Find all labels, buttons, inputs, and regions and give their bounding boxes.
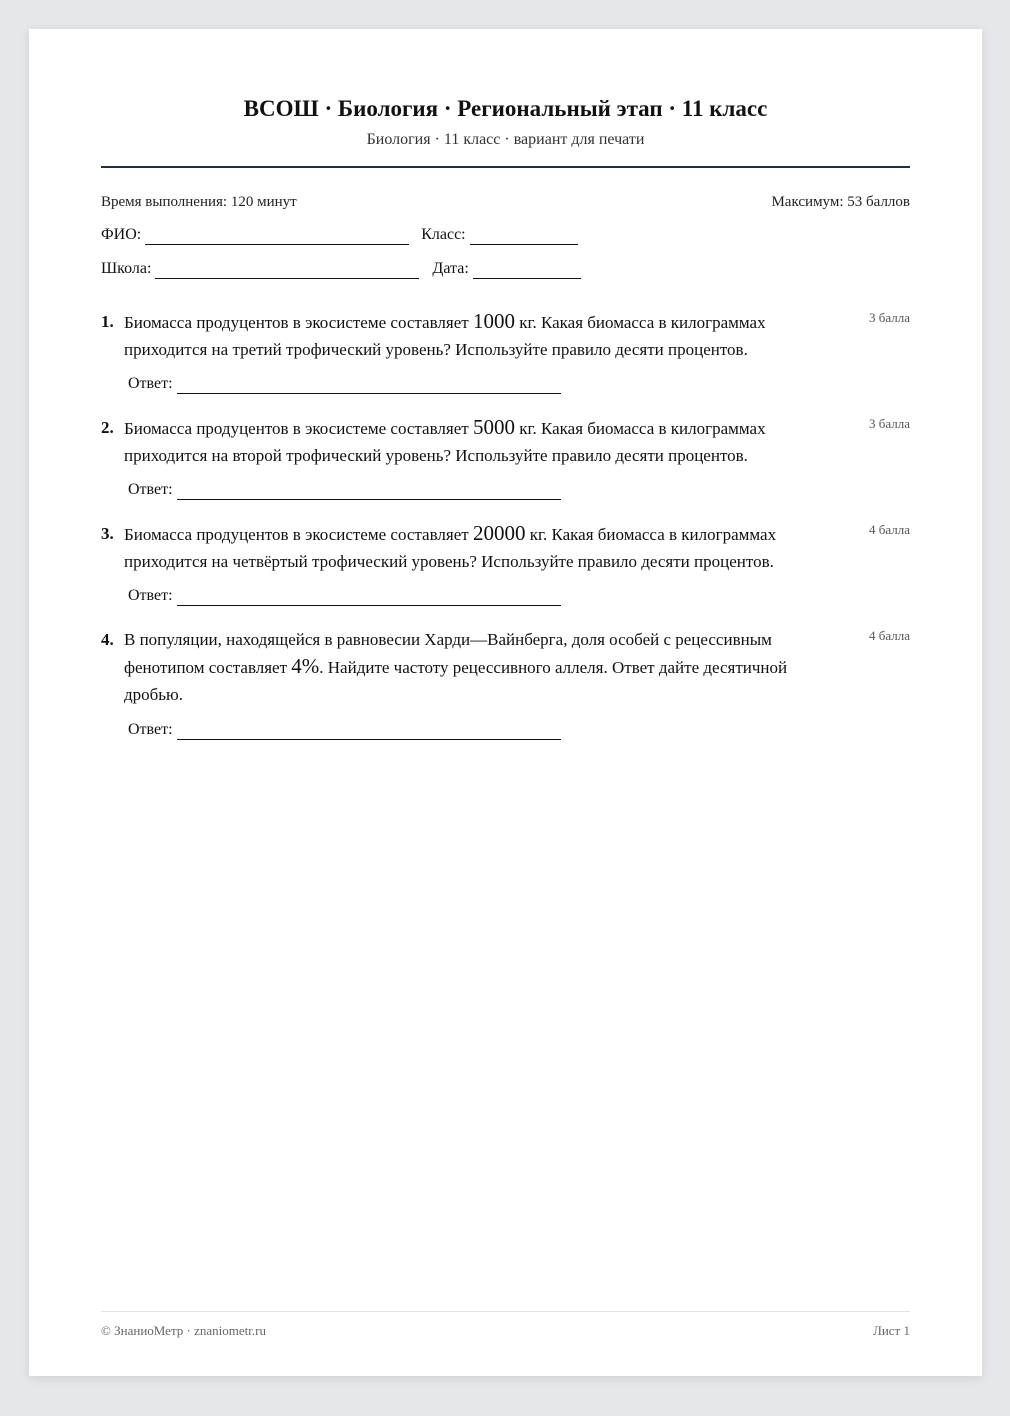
question-points: 4 балла (869, 522, 910, 537)
time-limit: Время выполнения: 120 минут (101, 194, 297, 210)
answer-label: Ответ: (128, 721, 173, 738)
name-class-row (101, 225, 578, 245)
page-title: ВСОШ · Биология · Региональный этап · 11 класс (243, 96, 768, 121)
footer-divider (101, 1311, 910, 1312)
question-text: Биомасса продуцентов в экосистеме составляет 20000 кг. Какая биомасса в килограммах приходится на четвёртый трофический уровень? Используйте правило десяти процентов. (124, 521, 777, 571)
school-label: Школа: (101, 260, 152, 277)
answer-row (128, 586, 561, 606)
question-value: 5000 (472, 415, 515, 439)
question-4 (101, 626, 910, 746)
footer-copyright: © ЗнаниоМетр · znaniometr.ru (101, 1323, 266, 1338)
question-number: 4. (101, 630, 114, 649)
question-number: 2. (101, 418, 114, 437)
question-text: Биомасса продуцентов в экосистеме составляет 5000 кг. Какая биомасса в килограммах приходится на второй трофический уровень? Используйте правило десяти процентов. (124, 415, 766, 465)
class-blank[interactable] (470, 230, 578, 245)
answer-row (128, 480, 561, 500)
question-number: 3. (101, 524, 114, 543)
answer-blank[interactable] (177, 725, 561, 740)
footer-page-number: Лист 1 (873, 1323, 910, 1338)
page-subtitle: Биология · 11 класс · вариант для печати (366, 131, 645, 148)
question-value: 20000 (472, 521, 526, 545)
answer-label: Ответ: (128, 481, 173, 498)
name-label: ФИО: (101, 226, 142, 243)
question-text: В популяции, находящейся в равновесии Харди—Вайнберга, доля особей с рецессивным фенотипом составляет 4%. Найдите частоту рецессивного аллеля. Ответ дайте десятичной дробью. (124, 630, 788, 704)
answer-row (128, 374, 561, 394)
question-value: 1000 (472, 309, 515, 333)
answer-blank[interactable] (177, 379, 561, 394)
max-score: Максимум: 53 баллов (771, 194, 910, 210)
question-3 (101, 520, 910, 610)
question-number: 1. (101, 312, 114, 331)
question-text: Биомасса продуцентов в экосистеме составляет 1000 кг. Какая биомасса в килограммах приходится на третий трофический уровень? Используйте правило десяти процентов. (124, 309, 766, 359)
question-points: 3 балла (869, 310, 910, 325)
answer-blank[interactable] (177, 485, 561, 500)
question-1 (101, 308, 910, 398)
question-points: 4 балла (869, 628, 910, 643)
answer-label: Ответ: (128, 375, 173, 392)
date-label: Дата: (432, 260, 469, 277)
header-divider (101, 166, 910, 168)
answer-blank[interactable] (177, 591, 561, 606)
answer-label: Ответ: (128, 587, 173, 604)
class-label: Класс: (421, 226, 466, 243)
answer-row (128, 720, 561, 740)
date-blank[interactable] (473, 264, 581, 279)
print-sheet (29, 29, 982, 1376)
question-2 (101, 414, 910, 504)
question-value: 4% (291, 654, 320, 678)
name-blank[interactable] (145, 230, 409, 245)
school-date-row (101, 259, 581, 279)
school-blank[interactable] (155, 264, 419, 279)
question-points: 3 балла (869, 416, 910, 431)
